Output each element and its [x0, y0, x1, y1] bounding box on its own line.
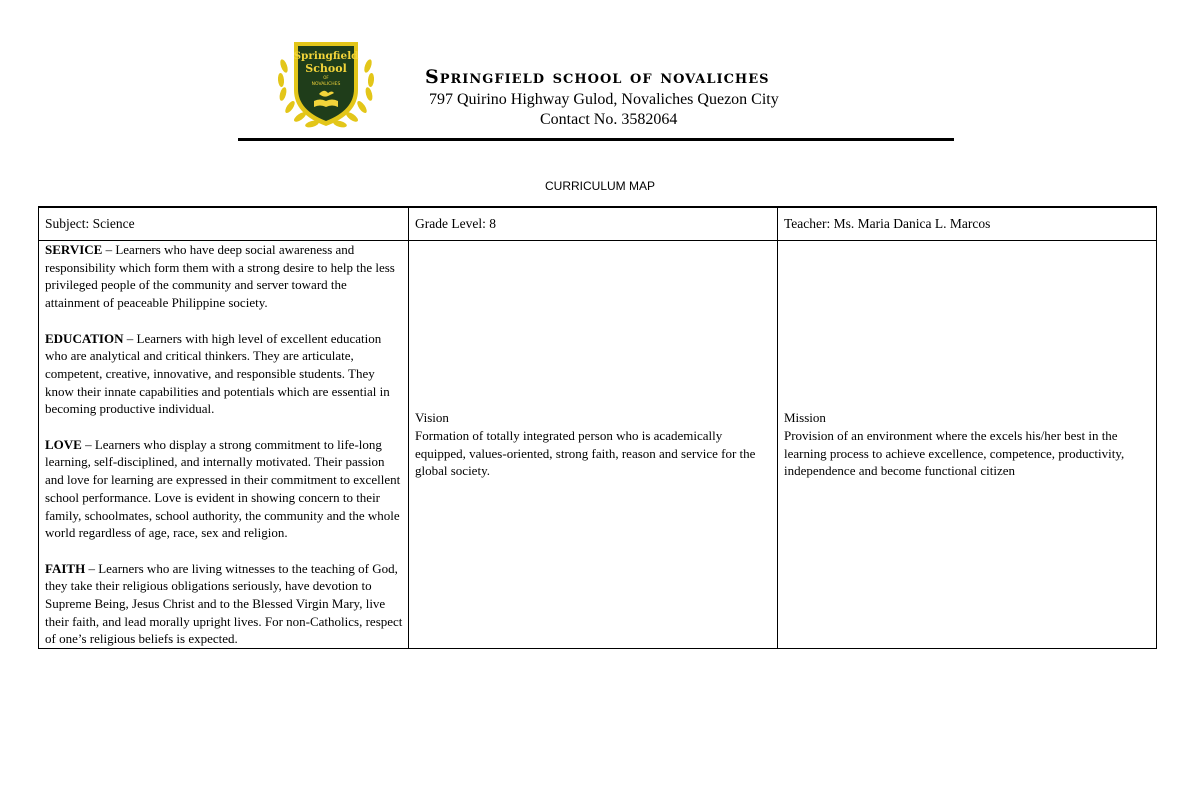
table-body-row [39, 241, 1157, 649]
logo-text-school: School [305, 62, 347, 75]
header-divider [238, 138, 954, 141]
mission-title: Mission [784, 410, 826, 426]
core-value-love [45, 436, 404, 542]
core-values-cell [39, 241, 409, 649]
teacher-cell: Teacher: Ms. Maria Danica L. Marcos [778, 207, 1157, 241]
school-seal-icon [272, 38, 380, 130]
vision-cell [409, 241, 778, 649]
core-value-label: SERVICE [45, 242, 103, 257]
grade-level-cell: Grade Level: 8 [409, 207, 778, 241]
core-value-text: – Learners with high level of excellent education who are analytical and critical thinkers. They are articulate, competent, creative, innovative, and responsible students. They know their innate capabilities and potentials which are essential in becoming productive individual. [45, 330, 390, 417]
vision-text: Formation of totally integrated person who is academically equipped, values-oriented, strong faith, reason and service for the global society. [415, 427, 756, 479]
core-value-service [45, 241, 404, 312]
core-value-label: LOVE [45, 436, 82, 452]
core-value-education [45, 330, 404, 419]
core-value-text: – Learners who are living witnesses to the teaching of God, they take their religious obligations seriously, have devotion to Supreme Being, Jesus Christ and to the Blessed Virgin Mary, live their faith, and lead morally upright lives. For non-Catholics, respect of one’s religious beliefs is expected. [45, 560, 403, 647]
logo-text-of: OF [323, 75, 329, 80]
core-value-label: FAITH [45, 560, 86, 576]
core-value-label: EDUCATION [45, 330, 124, 346]
core-value-faith [45, 560, 404, 649]
document-title: CURRICULUM MAP [544, 179, 655, 193]
core-value-text: – Learners who display a strong commitment to life-long learning, self-disciplined, and internally motivated. Their passion and love for learning are expressed in their commitment to excellent school performance. Love is evident in showing concern to their family, schoolmates, school authority, the community and the whole world regardless of age, race, sex and religion. [45, 436, 401, 541]
core-value-text: – Learners who have deep social awareness and responsibility which form them with a strong desire to help the less privileged people of the community and server toward the attainment of peaceable Philippine society. [45, 242, 395, 311]
school-name: Springfield school of novaliches [425, 66, 770, 88]
school-logo [272, 38, 380, 130]
mission-cell [778, 241, 1157, 649]
logo-text-novaliches: NOVALICHES [311, 82, 341, 87]
table-header-row [39, 207, 1157, 241]
mission-text: Provision of an environment where the excels his/her best in the learning process to achieve excellence, competence, productivity, independence and become functional citizen [784, 427, 1125, 479]
logo-text-springfield: Springfield [293, 50, 359, 62]
school-contact: Contact No. 3582064 [540, 111, 678, 128]
curriculum-map-table [38, 206, 1157, 649]
vision-title: Vision [415, 410, 449, 426]
subject-cell: Subject: Science [39, 207, 409, 241]
school-address: 797 Quirino Highway Gulod, Novaliches Quezon City [429, 91, 779, 108]
